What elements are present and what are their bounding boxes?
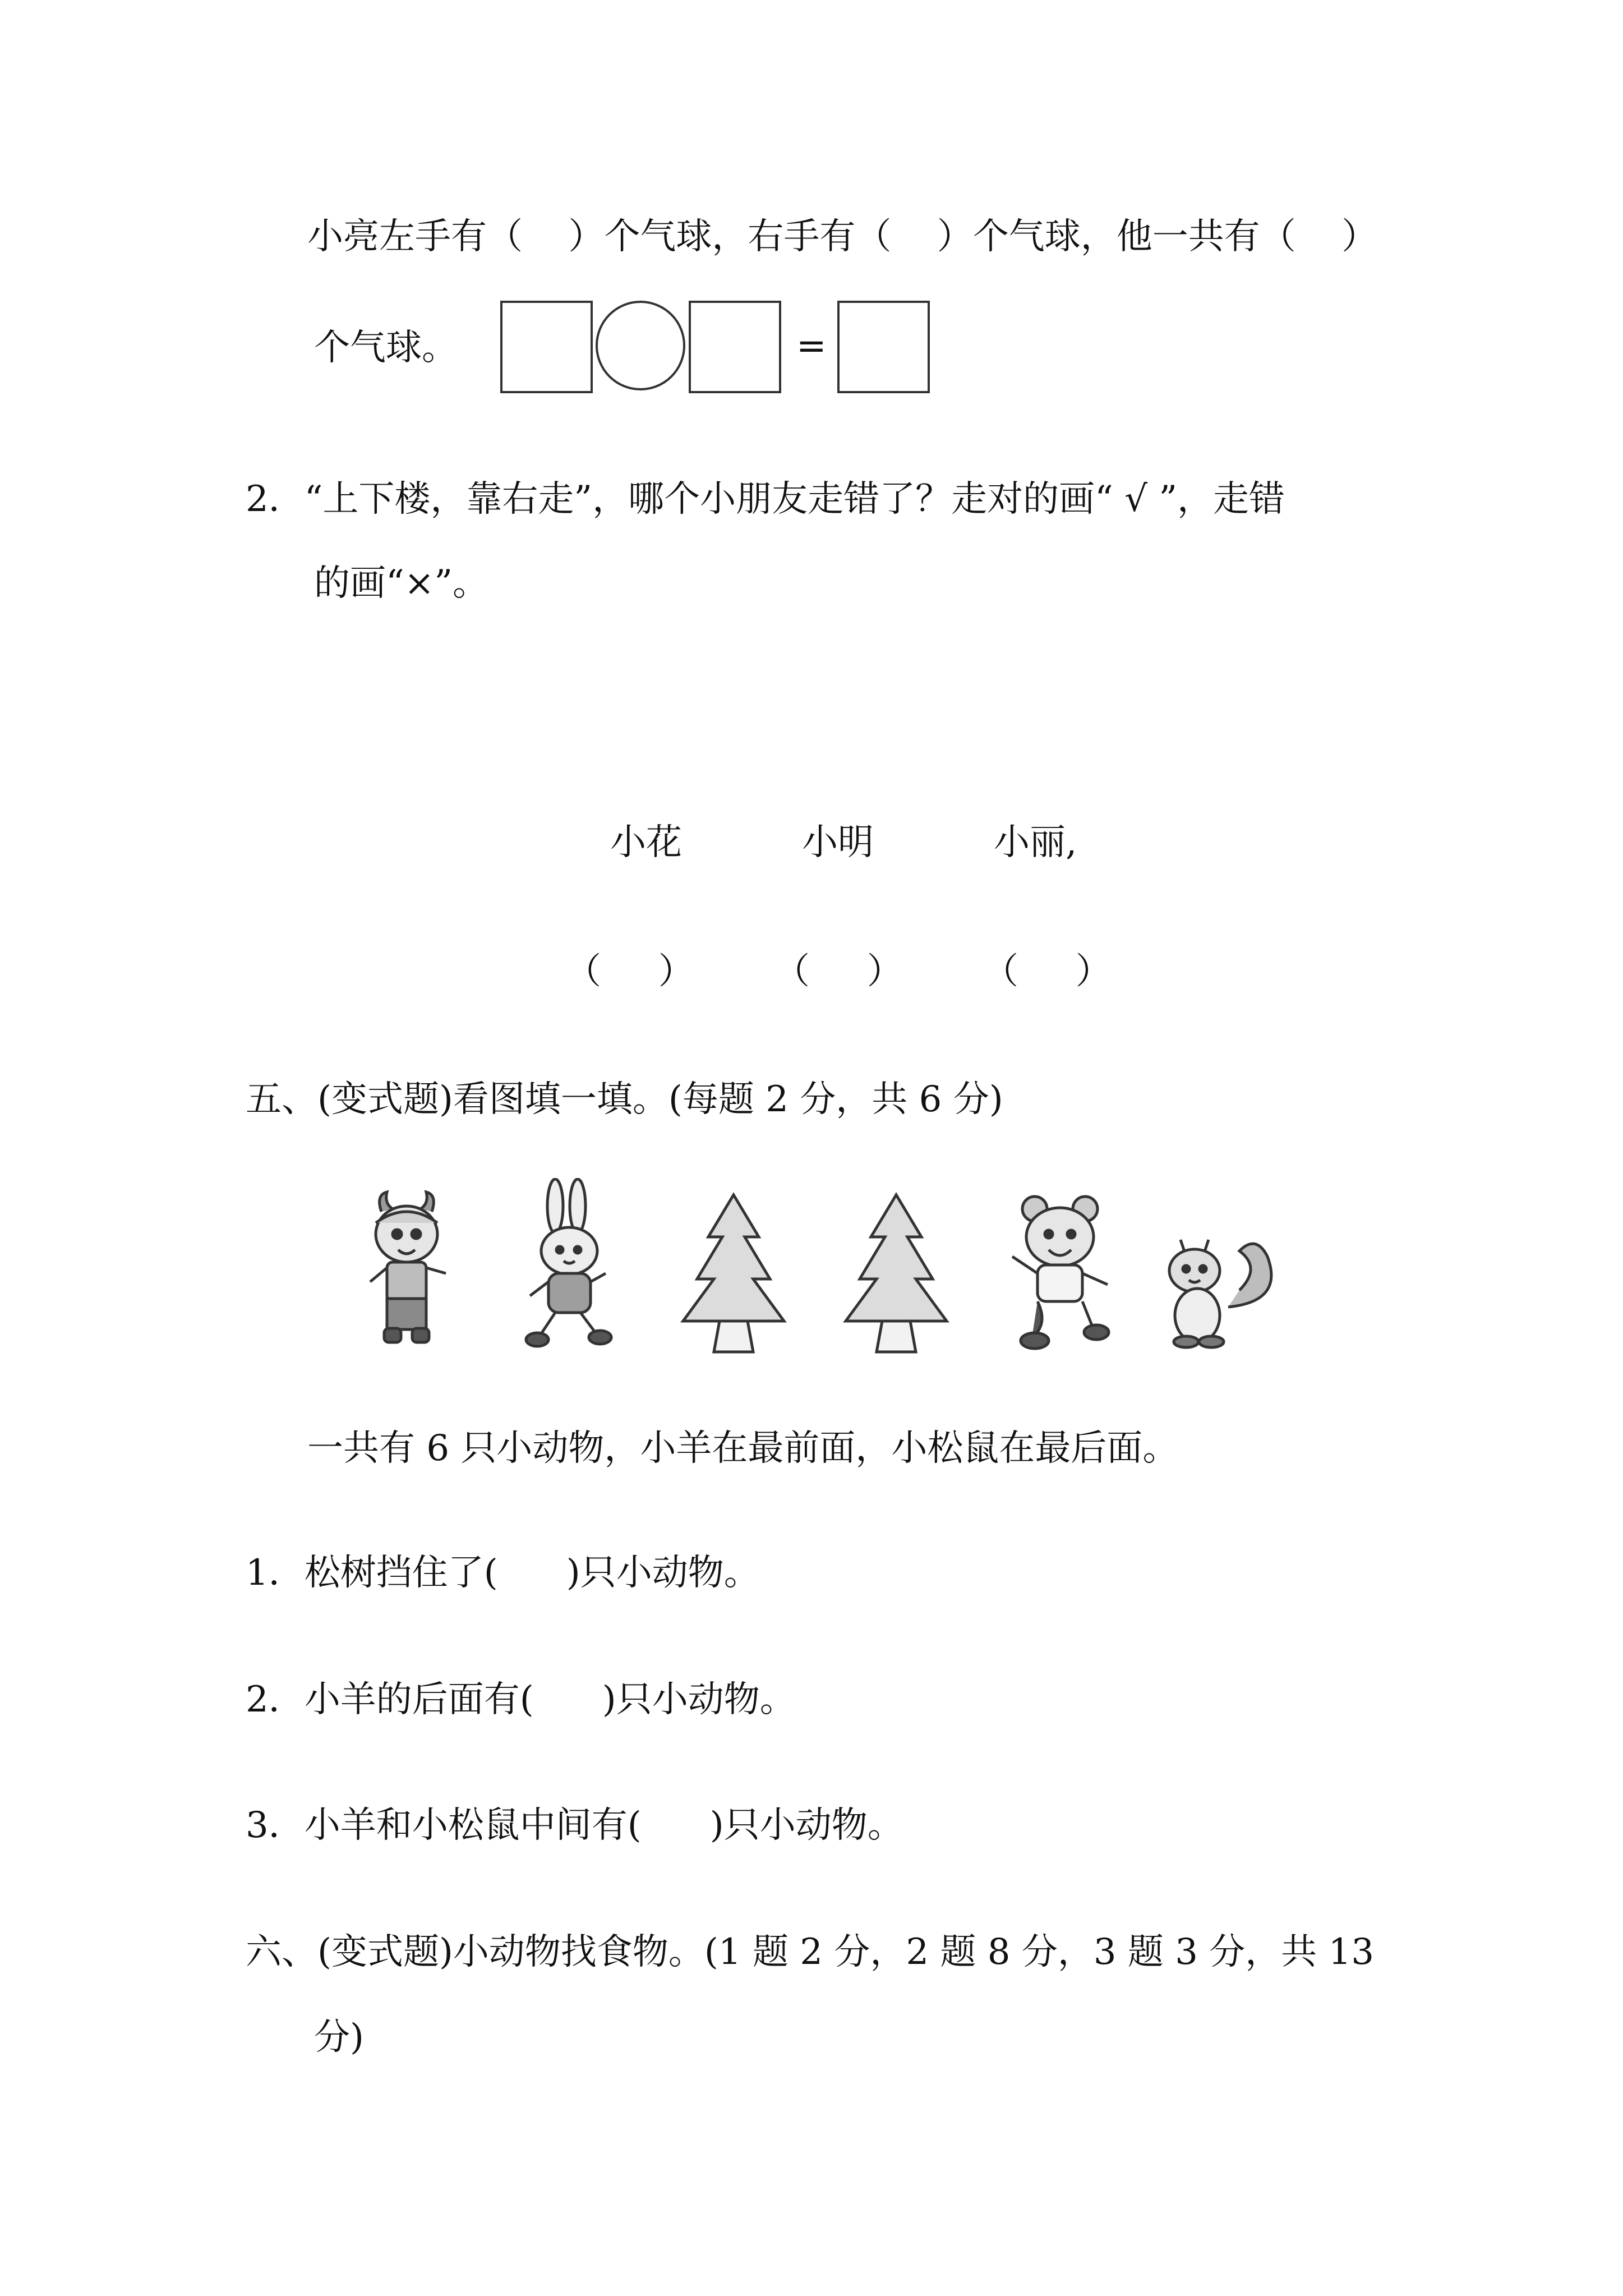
answer-blank-xiaoming[interactable]: （ ） bbox=[774, 951, 903, 992]
name-xiaoli: 小丽, bbox=[994, 822, 1077, 863]
operator-circle[interactable] bbox=[596, 301, 685, 390]
pine-tree-icon bbox=[666, 1189, 801, 1358]
stairs-question-line1: 2．“上下楼，靠右走”，哪个小朋友走错了？走对的画“ √ ”，走错 bbox=[246, 478, 1285, 520]
section5-question-1: 1．松树挡住了( )只小动物。 bbox=[246, 1552, 760, 1594]
answer-box-1[interactable] bbox=[500, 301, 593, 393]
answer-blank-xiaoli[interactable]: （ ） bbox=[983, 951, 1112, 992]
answer-blank-xiaohua[interactable]: （ ） bbox=[565, 951, 694, 992]
section6-heading-line2: 分) bbox=[314, 2017, 364, 2058]
balloon-question-line2: 个气球。 bbox=[314, 327, 458, 369]
squirrel-icon bbox=[1155, 1223, 1284, 1352]
name-xiaoming: 小明 bbox=[802, 822, 874, 863]
rabbit-icon bbox=[516, 1178, 623, 1352]
name-xiaohua: 小花 bbox=[610, 822, 682, 863]
equals-sign: = bbox=[796, 325, 827, 367]
section6-heading-line1: 六、(变式题)小动物找食物。(1 题 2 分，2 题 8 分，3 题 3 分，共 13 bbox=[246, 1931, 1375, 1973]
section5-question-2: 2．小羊的后面有( )只小动物。 bbox=[246, 1679, 796, 1720]
goat-icon bbox=[353, 1189, 460, 1352]
answer-box-2[interactable] bbox=[689, 301, 781, 393]
answer-box-result[interactable] bbox=[837, 301, 930, 393]
section5-intro: 一共有 6 只小动物，小羊在最前面，小松鼠在最后面。 bbox=[307, 1428, 1179, 1469]
bear-icon bbox=[998, 1189, 1122, 1352]
section5-heading: 五、(变式题)看图填一填。(每题 2 分，共 6 分) bbox=[246, 1079, 1003, 1120]
section5-question-3: 3．小羊和小松鼠中间有( )只小动物。 bbox=[246, 1805, 903, 1846]
stairs-question-line2: 的画“×”。 bbox=[314, 563, 489, 604]
balloon-question-line1: 小亮左手有（ ）个气球，右手有（ ）个气球，他一共有（ ） bbox=[307, 216, 1378, 257]
pine-tree-icon bbox=[829, 1189, 963, 1358]
